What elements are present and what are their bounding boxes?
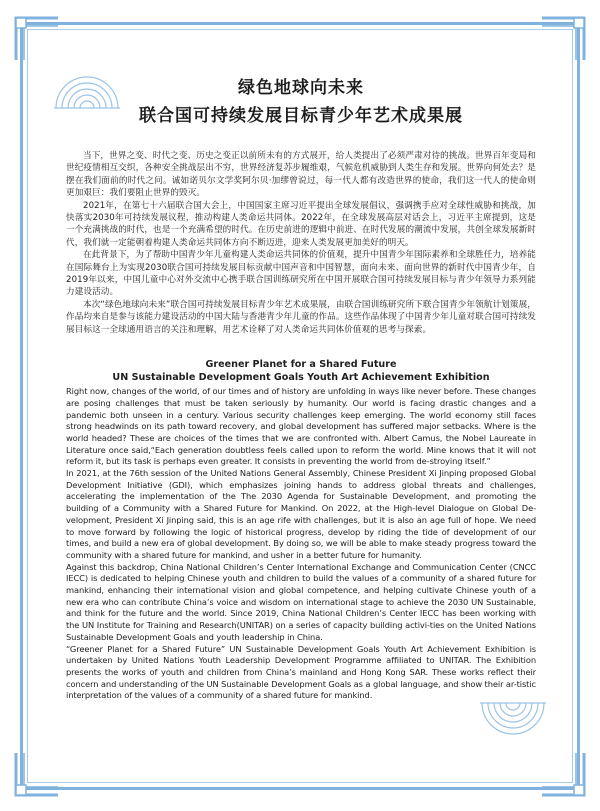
chinese-title-line-2: 联合国可持续发展目标青少年艺术成果展 xyxy=(139,106,463,126)
chinese-paragraph: 本次“绿色地球向未来”联合国可持续发展目标青少年艺术成果展，由联合国训练研究所下联合国青少年领航计划策展，作品均来自是参与该能力建设活动的中国大陆与香港青少年儿童的作品。这些作品体现了中国青少年儿童对联合国可持续发展目标这一全球通用语言的关注和理解，用艺术诠释了对人类命运共同体价值观的思考与探索。 xyxy=(66,299,536,335)
english-paragraph: In 2021, at the 76th session of the United Nations General Assembly, Chinese President Xi Jinping proposed Global Development Initiative (GDI), which emphasizes joining hands to address global threats and challenges, accelerating the implementation of the The 2030 Agenda for Sustainable Development, and promoting the building of a Community with a Shared Future for Mankind. On 2022, at the High-level Dialogue on Global De-velopment, President Xi Jinping said, this is an age rife with challenges, but it is also an age full of hope. We need to move forward by following the logic of historical progress, develop by riding the tide of development of our times, and build a new era of global development. By doing so, we will be able to make steady progress toward the community with a shared future for mankind, and usher in a better future for humanity. xyxy=(66,468,536,560)
chinese-title-line-1: 绿色地球向未来 xyxy=(238,78,364,98)
english-body xyxy=(66,386,536,702)
corner-ornament-icon xyxy=(14,751,60,797)
english-paragraph: “Greener Planet for a Shared Future” UN Sustainable Development Goals Youth Art Achievement Exhibition is undertaken by United Nations Youth Leadership Development Programme affiliated to UNITAR. The Exhibition presents the works of youth and children from China’s mainland and Hong Kong SAR. These works reflect their concern and understanding of the UN Sustainable Development Goals as a global language, and show their ar-tistic interpretation of the values of a community of a shared future for mankind. xyxy=(66,643,536,701)
english-title-line-2: UN Sustainable Development Goals Youth Art Achievement Exhibition xyxy=(112,372,490,384)
chinese-paragraph: 2021年，在第七十六届联合国大会上，中国国家主席习近平提出全球发展倡议，强调携手应对全球性威胁和挑战，加快落实2030年可持续发展议程，推动构建人类命运共同体。2022年，在全球发展高层对话会上，习近平主席提到，这是一个充满挑战的时代，也是一个充满希望的时代。在历史前进的逻辑中前进、在时代发展的潮流中发展，共创全球发展新时代，我们就一定能朝着构建人类命运共同体方向不断迈进，迎来人类发展更加美好的明天。 xyxy=(66,200,536,248)
concentric-arch-icon xyxy=(478,699,548,769)
english-paragraph: Against this backdrop, China National Children’s Center International Exchange and Communication Center (CNCC IECC) is dedicated to helping Chinese youth and children to build the values of a community of a shared future for mankind, enhancing their international vision and global competence, and helping cultivate Chinese youth of a new era who can contribute China’s voice and wisdom on international stage to achieve the 2030 UN Sustainable, and think for the future and the world. Since 2019, China National Children’s Center IECC has been working with the UN Institute for Training and Research(UNITAR) on a series of capacity building activi-ties on the United Nations Sustainable Development Goals and youth leadership in China. xyxy=(66,561,536,642)
chinese-paragraph: 在此背景下，为了帮助中国青少年儿童构建人类命运共同体的价值观，提升中国青少年国际素养和全球胜任力，培养能在国际舞台上为实现2030联合国可持续发展目标贡献中国声音和中国智慧，面向未来、面向世界的新时代中国青少年，自2019年以来，中国儿童中心对外交流中心携手联合国训练研究所在中国开展联合国可持续发展目标与青少年领导力系列能力建设活动。 xyxy=(66,250,536,298)
chinese-paragraph: 当下，世界之变、时代之变、历史之变正以前所未有的方式展开，给人类提出了必须严肃对待的挑战。世界百年变局和世纪疫情相互交织，各种安全挑战层出不穷，世界经济复苏步履维艰，气候危机威胁到人类生存和发展。世界向何处去？是摆在我们面前的时代之问。诚如诺贝尔文学奖阿尔贝·加缪曾说过，每一代人都有改造世界的使命，我们这一代人的使命则更加艰巨：我们要阻止世界的毁灭。 xyxy=(66,151,536,199)
english-paragraph: Right now, changes of the world, of our times and of history are unfolding in ways like never before. These changes are posing challenges that must be taken seriously by humanity. Our world is facing drastic changes and a pandemic both unseen in a century. Various security challenges keep emerging. The world economy still faces strong headwinds on its path toward recovery, and global development has suffered major setbacks. Where is the world headed? These are choices of the times that we are confronted with. Albert Camus, the Nobel Laureate in Literature once said,“Each generation doubtless feels called upon to reform the world. Mine knows that it will not reform it, but its task is perhaps even greater. It consists in preventing the world from de-stroying itself.” xyxy=(66,386,536,467)
document-content xyxy=(66,76,536,702)
corner-ornament-icon xyxy=(540,16,586,62)
chinese-body xyxy=(66,150,536,336)
english-title-line-1: Greener Planet for a Shared Future xyxy=(205,359,397,371)
